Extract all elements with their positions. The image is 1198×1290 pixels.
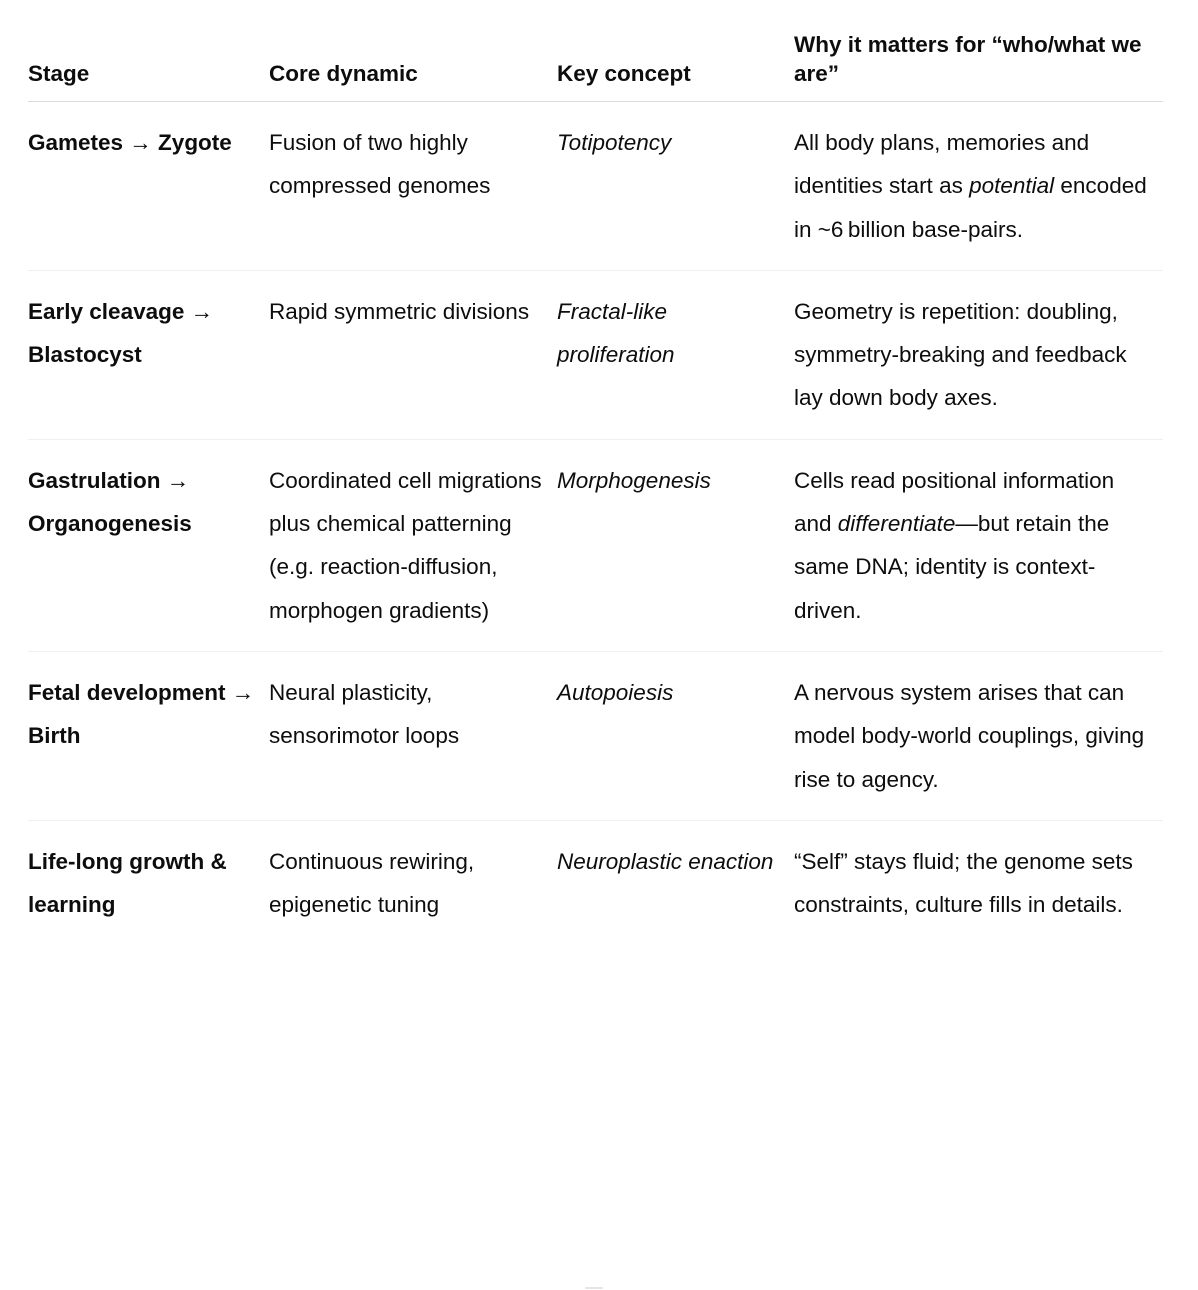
- why-cell: [794, 102, 1163, 271]
- table-row: [28, 270, 1163, 439]
- concept-cell: Totipotency: [557, 102, 794, 271]
- stage-cell: Early cleavage → Blastocyst: [28, 270, 269, 439]
- dynamic-cell: Neural plasticity, sensorimotor loops: [269, 651, 557, 820]
- why-emphasis: potential: [969, 173, 1055, 199]
- header-stage: Stage: [28, 30, 269, 102]
- dynamic-cell: Coordinated cell migrations plus chemical patterning (e.g. reaction-diffusion, morphogen gradients): [269, 439, 557, 651]
- dynamic-cell: Continuous rewiring, epigenetic tuning: [269, 848, 475, 918]
- dynamic-cell: Rapid symmetric divisions: [269, 270, 557, 439]
- dynamic-cell: Fusion of two highly compressed genomes: [269, 102, 557, 271]
- scroll-indicator[interactable]: [585, 1287, 603, 1289]
- why-text: “Self” stays fluid; the genome sets constraints, culture fills in details.: [794, 848, 1133, 918]
- table-header-row: [28, 30, 1163, 102]
- concept-cell: Morphogenesis: [557, 439, 794, 651]
- concept-cell: Autopoiesis: [557, 651, 794, 820]
- why-text: Cells read positional information and: [794, 467, 1115, 537]
- why-text: A nervous system arises that can model body-world couplings, giving rise to agency.: [794, 679, 1145, 792]
- table-row: [28, 820, 1163, 945]
- header-why-it-matters: Why it matters for “who/what we are”: [794, 30, 1163, 102]
- concept-cell: Fractal-like proliferation: [557, 270, 794, 439]
- development-stages-table: [28, 30, 1163, 945]
- why-text: Geometry is repetition: doubling, symmetry-breaking and feedback lay down body axes.: [794, 298, 1127, 411]
- why-cell: [794, 651, 1163, 820]
- table-row: [28, 102, 1163, 271]
- stage-cell: Life-long growth & learning: [28, 848, 227, 918]
- concept-cell: Neuroplastic enaction: [557, 848, 774, 874]
- header-core-dynamic: Core dynamic: [269, 30, 557, 102]
- why-text: All body plans, memories and identities start as: [794, 130, 1090, 199]
- why-text: —but retain the same DNA; identity is context-driven.: [794, 511, 1110, 623]
- table-row: [28, 439, 1163, 651]
- why-cell: [794, 439, 1163, 651]
- table-row: [28, 651, 1163, 820]
- stage-cell: Fetal development → Birth: [28, 651, 269, 820]
- stage-cell: Gametes → Zygote: [28, 102, 269, 271]
- why-cell: [794, 820, 1163, 945]
- header-key-concept: Key concept: [557, 30, 794, 102]
- stage-cell: Gastrulation → Organogenesis: [28, 439, 269, 651]
- why-text: encoded in ~6 billion base-pairs.: [794, 173, 1147, 242]
- why-emphasis: differentiate: [837, 511, 956, 537]
- why-cell: [794, 270, 1163, 439]
